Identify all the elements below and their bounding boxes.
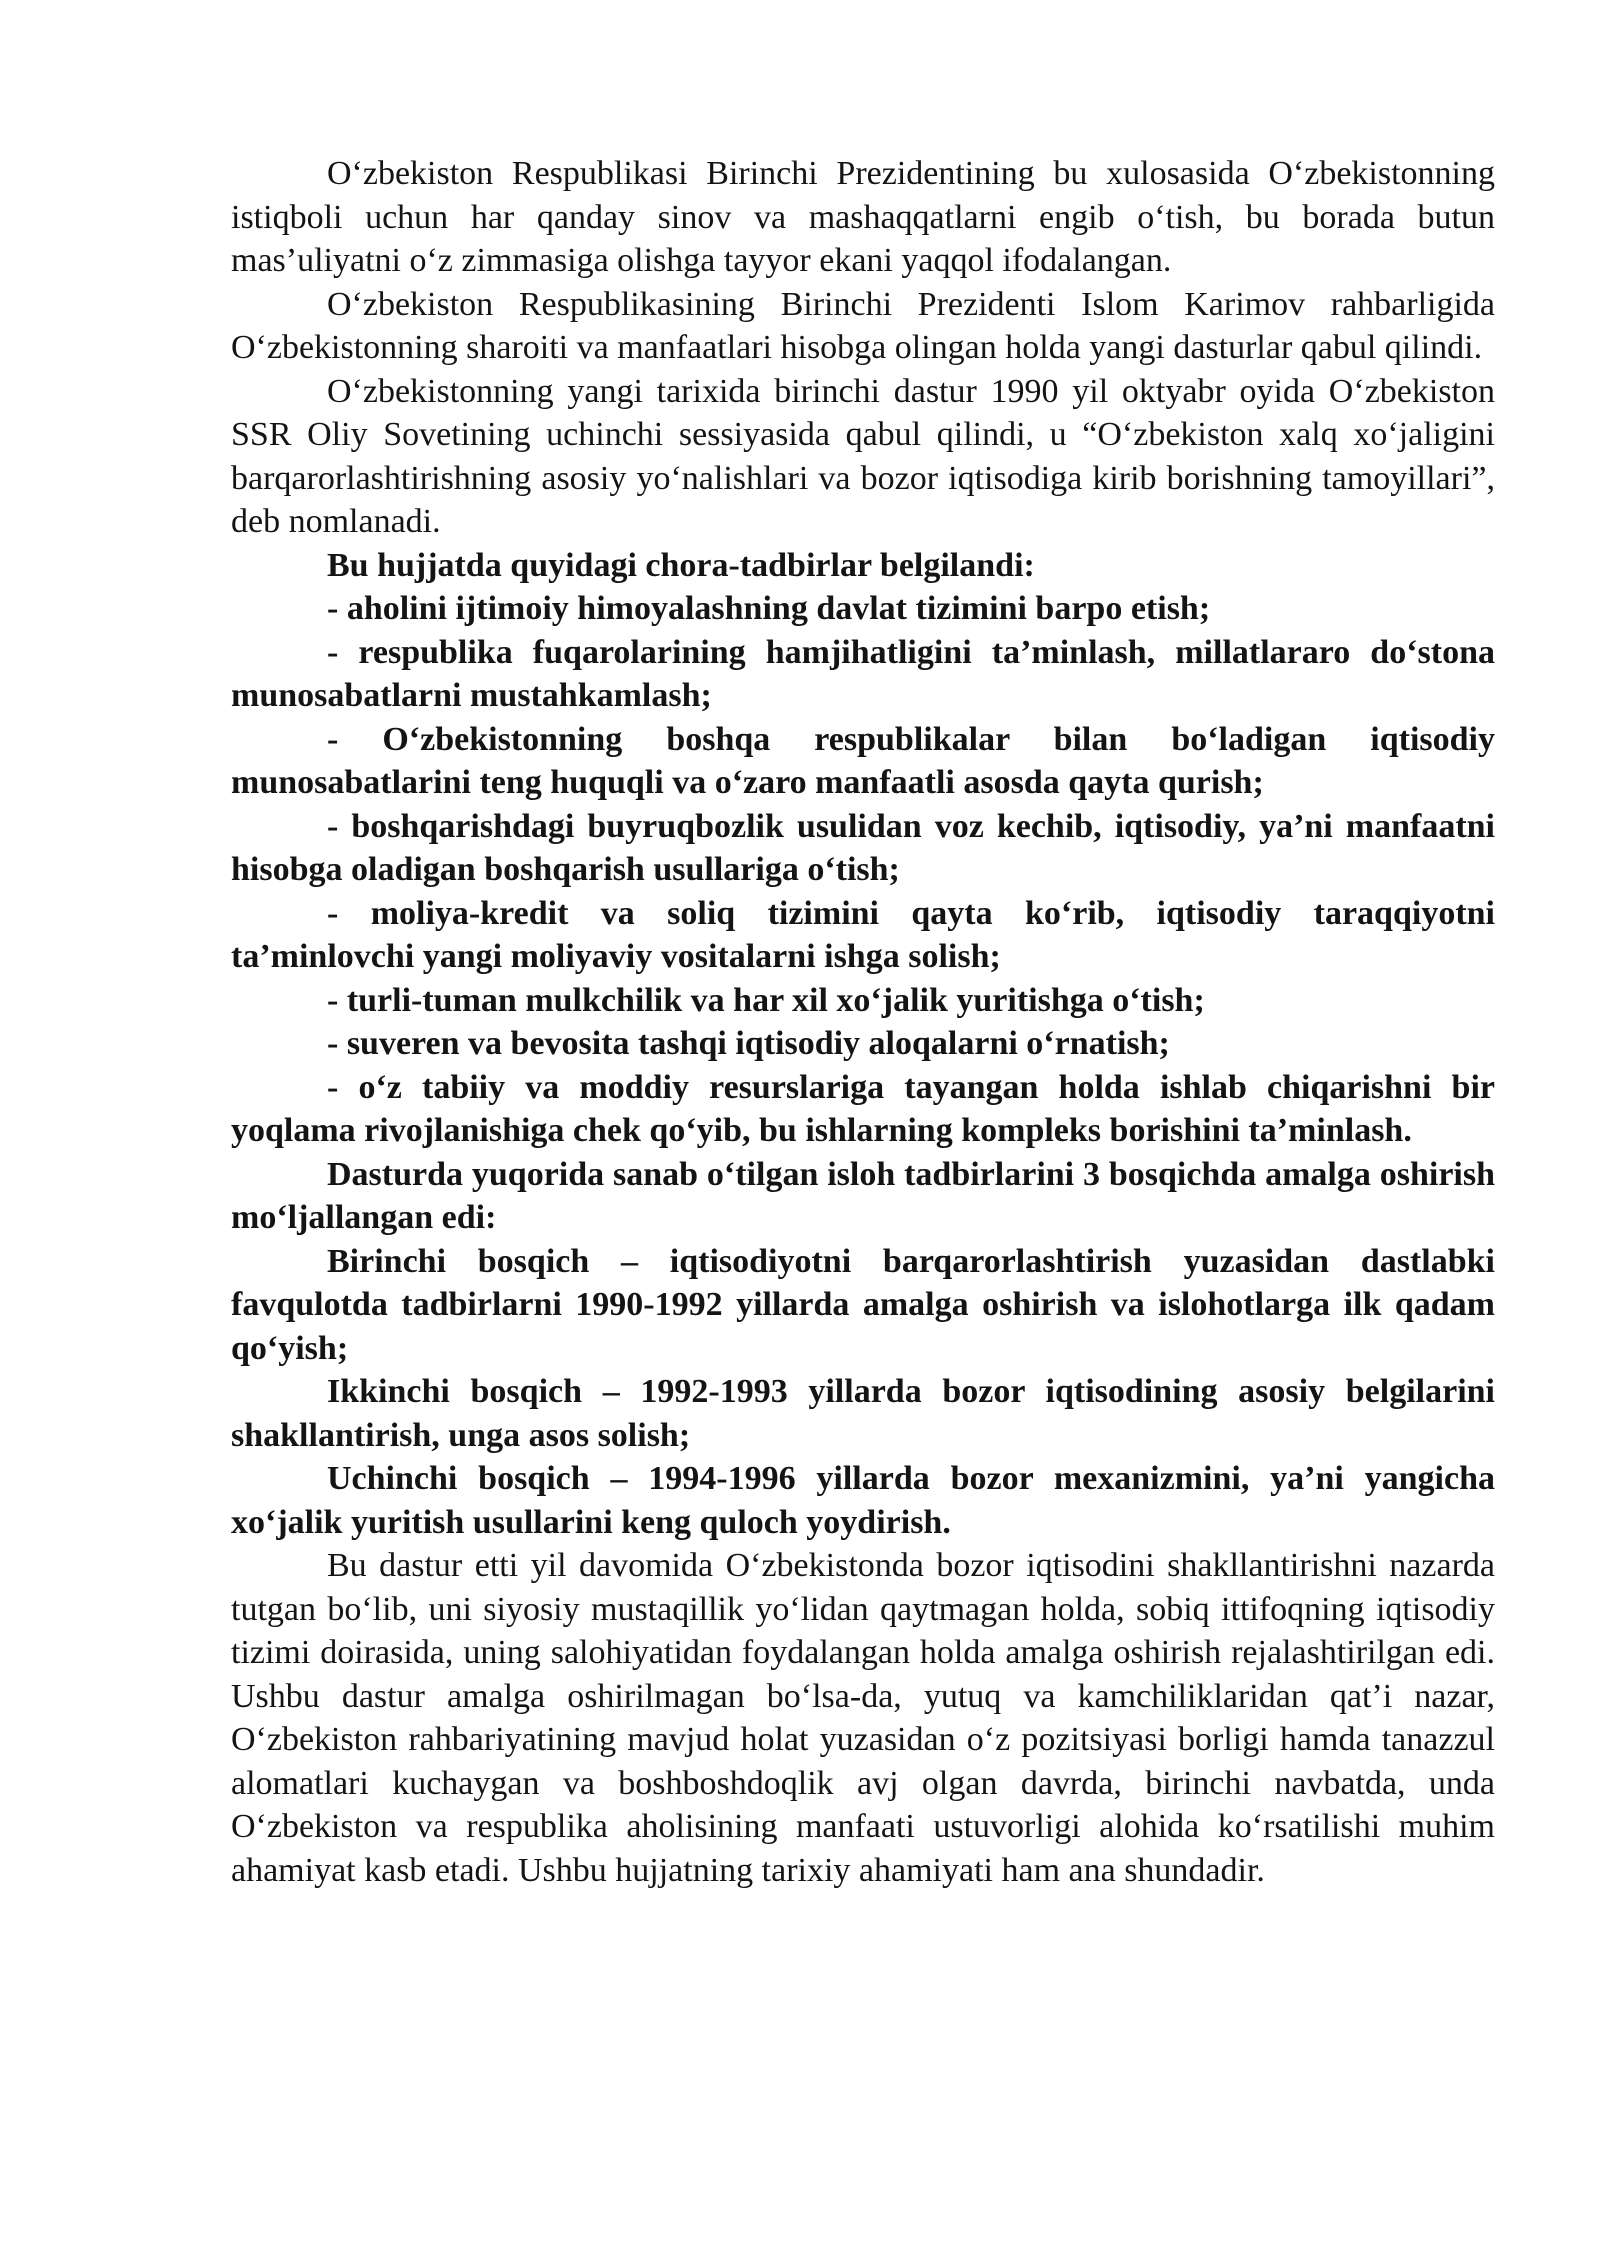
list-item-8: - o‘z tabiiy va moddiy resurslariga tayangan holda ishlab chiqarishni bir yoqlama rivojlanishiga chek qo‘yib, bu ishlarning kompleks borishini ta’minlash. — [231, 1068, 1495, 1149]
list-heading: Bu hujjatda quyidagi chora-tadbirlar belgilandi: — [327, 546, 1035, 584]
list-item-4: - boshqarishdagi buyruqbozlik usulidan voz kechib, iqtisodiy, ya’ni manfaatni hisobga oladigan boshqarish usullariga o‘tish; — [231, 807, 1495, 888]
paragraph-conclusion: Bu dastur etti yil davomida O‘zbekistonda bozor iqtisodini shakllantirishni nazarda tutgan bo‘lib, uni siyosiy mustaqillik yo‘lidan qaytmagan holda, sobiq ittifoqning iqtisodiy tizimi doirasida, uning salohiyatidan foydalangan holda amalga oshirish rejalashtirilgan edi. Ushbu dastur amalga oshirilmagan bo‘lsa-da, yutuq va kamchiliklaridan qat’i nazar, O‘zbekiston rahbariyatining mavjud holat yuzasidan o‘z pozitsiyasi borligi hamda tanazzul alomatlari kuchaygan va boshboshdoqlik avj olgan davrda, birinchi navbatda, unda O‘zbekiston va respublika aholisining manfaati ustuvorligi alohida ko‘rsatilishi muhim ahamiyat kasb etadi. Ushbu hujjatning tarixiy ahamiyati ham ana shundadir. — [231, 1547, 1495, 1889]
list-item-2: - respublika fuqarolarining hamjihatligini ta’minlash, millatlararo do‘stona munosabatlarni mustahkamlash; — [231, 633, 1495, 714]
list-item-6: - turli-tuman mulkchilik va har xil xo‘jalik yuritishga o‘tish; — [327, 981, 1205, 1019]
paragraph-1: O‘zbekiston Respublikasi Birinchi Prezidentining bu xulosasida O‘zbekistonning istiqboli uchun har qanday sinov va mashaqqatlarni engib o‘tish, bu borada butun mas’uliyatni o‘z zimmasiga olishga tayyor ekani yaqqol ifodalangan. — [231, 155, 1495, 279]
stages-intro: Dasturda yuqorida sanab o‘tilgan isloh tadbirlarini 3 bosqichda amalga oshirish mo‘ljallangan edi: — [231, 1155, 1495, 1236]
list-item-7: - suveren va bevosita tashqi iqtisodiy aloqalarni o‘rnatish; — [327, 1025, 1170, 1062]
paragraph-3: O‘zbekistonning yangi tarixida birinchi dastur 1990 yil oktyabr oyida O‘zbekiston SSR Oliy Sovetining uchinchi sessiyasida qabul qilindi, u “O‘zbekiston xalq xo‘jaligini barqarorlashtirishning asosiy yo‘nalishlari va bozor iqtisodiga kirib borishning tamoyillari”, deb nomlanadi. — [231, 372, 1495, 540]
document-page — [231, 152, 1495, 1892]
paragraph-2: O‘zbekiston Respublikasining Birinchi Prezidenti Islom Karimov rahbarligida O‘zbekistonning sharoiti va manfaatlari hisobga olingan holda yangi dasturlar qabul qilindi. — [231, 285, 1495, 366]
list-item-3: - O‘zbekistonning boshqa respublikalar bilan bo‘ladigan iqtisodiy munosabatlarini teng huquqli va o‘zaro manfaatli asosda qayta qurish; — [231, 720, 1495, 801]
stage-3: Uchinchi bosqich – 1994-1996 yillarda bozor mexanizmini, ya’ni yangicha xo‘jalik yuritish usullarini keng quloch yoydirish. — [231, 1460, 1495, 1541]
list-item-1: - aholini ijtimoiy himoyalashning davlat tizimini barpo etish; — [327, 590, 1211, 627]
stage-1: Birinchi bosqich – iqtisodiyotni barqarorlashtirish yuzasidan dastlabki favqulotda tadbirlarni 1990-1992 yillarda amalga oshirish va islohotlarga ilk qadam qo‘yish; — [231, 1242, 1495, 1367]
stage-2: Ikkinchi bosqich – 1992-1993 yillarda bozor iqtisodining asosiy belgilarini shakllantirish, unga asos solish; — [231, 1373, 1495, 1454]
list-item-5: - moliya-kredit va soliq tizimini qayta ko‘rib, iqtisodiy taraqqiyotni ta’minlovchi yangi moliyaviy vositalarni ishga solish; — [231, 894, 1495, 975]
